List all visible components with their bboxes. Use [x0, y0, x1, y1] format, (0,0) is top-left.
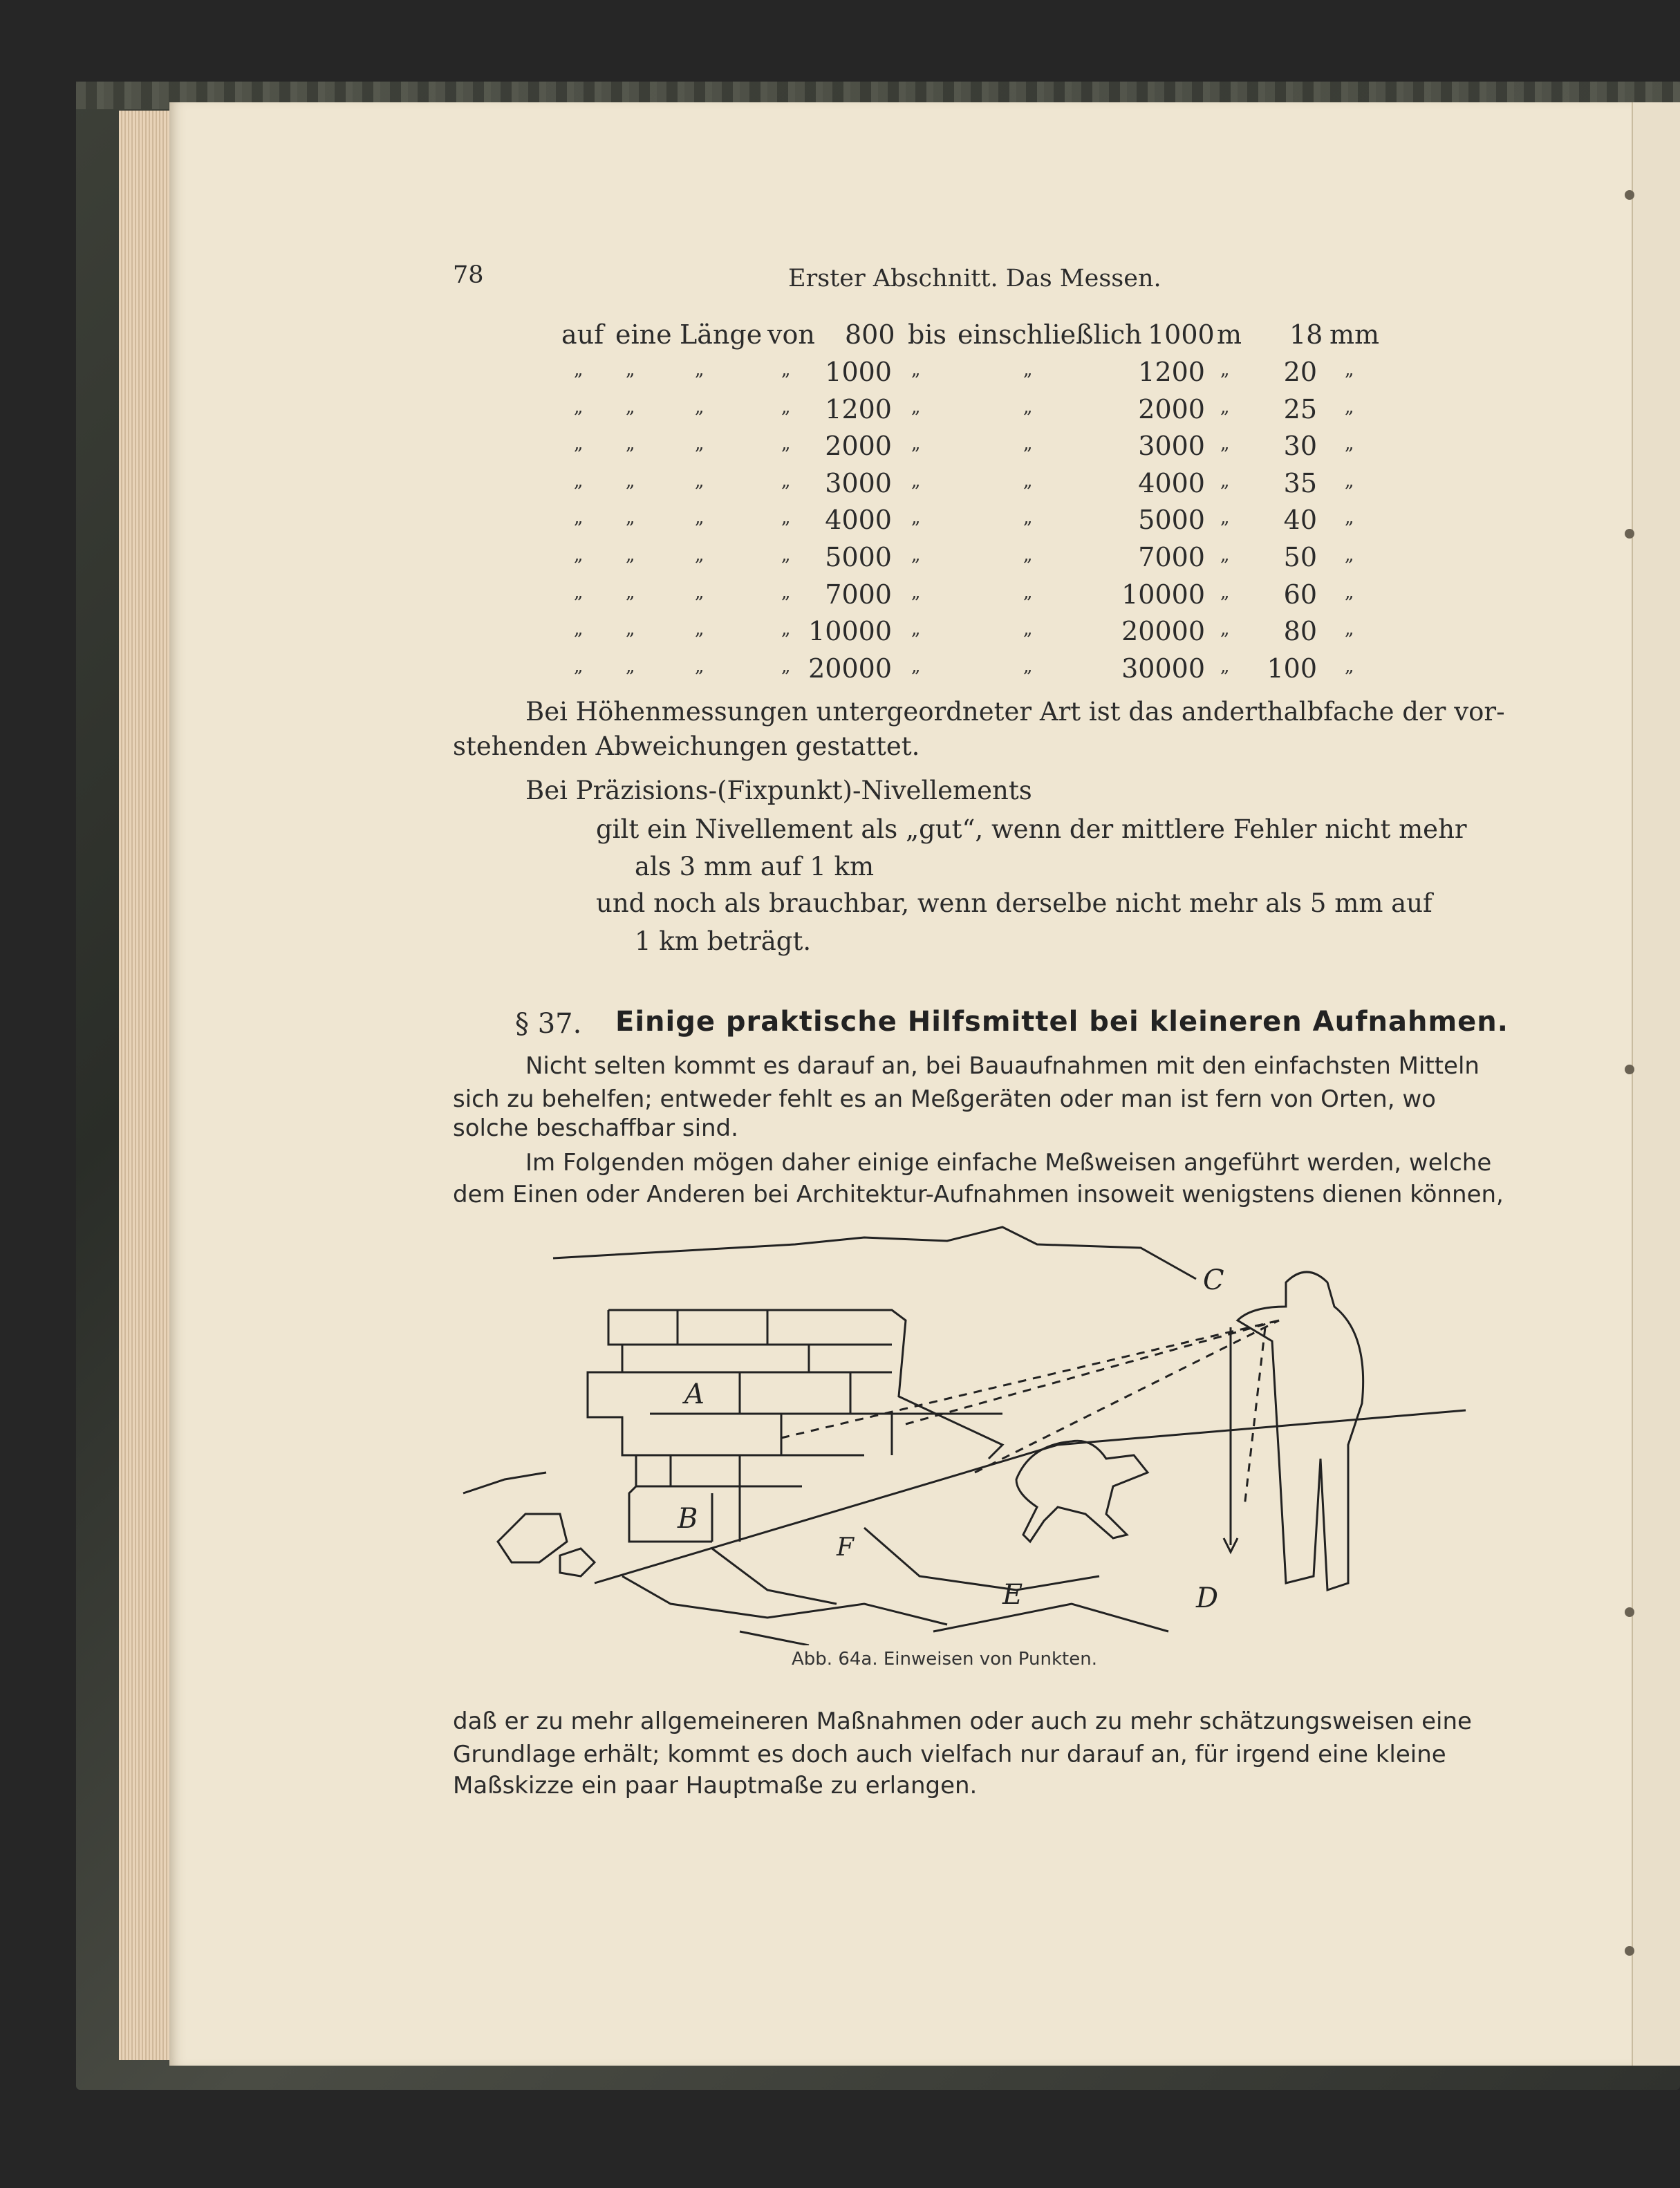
table-cell-to: 5000	[1138, 505, 1205, 535]
ditto-mark: „	[1345, 397, 1354, 418]
ditto-mark: „	[1345, 619, 1354, 639]
paragraph-line: Grundlage erhält; kommt es doch auch vielfach nur darauf an, für irgend eine kleine	[453, 1741, 1446, 1768]
ditto-mark: „	[574, 507, 584, 528]
paragraph-line: Maßskizze ein paar Hauptmaße zu erlangen.	[453, 1772, 978, 1799]
label-e: E	[1002, 1579, 1023, 1611]
paragraph-line: Bei Präzisions-(Fixpunkt)-Nivellements	[525, 776, 1032, 805]
table-cell: 18	[1289, 319, 1323, 350]
ditto-mark: „	[695, 397, 704, 418]
ditto-mark: „	[1220, 471, 1230, 492]
ditto-mark: „	[574, 397, 584, 418]
paragraph-line	[525, 697, 1505, 727]
ditto-mark: „	[574, 433, 584, 454]
table-cell: m	[1217, 319, 1242, 350]
table-cell-from: 1000	[825, 357, 892, 387]
ditto-mark: „	[1023, 433, 1033, 454]
ditto-mark: „	[781, 397, 791, 418]
table-cell-mm: 50	[1283, 542, 1317, 572]
ditto-mark: „	[1345, 359, 1354, 380]
running-title: Erster Abschnitt. Das Messen.	[788, 265, 1161, 292]
ditto-mark: „	[1220, 582, 1230, 603]
ditto-mark: „	[626, 507, 635, 528]
table-cell-mm: 25	[1283, 394, 1317, 424]
stones	[463, 1472, 595, 1576]
table-cell-to: 20000	[1121, 616, 1205, 646]
page-edges	[119, 111, 174, 2060]
table-cell-from: 20000	[808, 653, 892, 684]
paragraph-line: 1 km beträgt.	[635, 926, 812, 956]
ditto-mark: „	[1023, 507, 1033, 528]
ditto-mark: „	[695, 545, 704, 565]
ditto-mark: „	[911, 397, 921, 418]
ditto-mark: „	[1345, 507, 1354, 528]
figure-caption: Abb. 64a. Einweisen von Punkten.	[792, 1649, 1097, 1670]
ditto-mark: „	[1345, 582, 1354, 603]
table-cell: von	[767, 319, 815, 350]
ditto-mark: „	[1345, 545, 1354, 565]
label-b: B	[678, 1503, 698, 1535]
table-cell-mm: 80	[1283, 616, 1317, 646]
wall-bricks	[608, 1310, 1002, 1542]
ditto-mark: „	[1220, 359, 1230, 380]
ditto-mark: „	[911, 619, 921, 639]
binding-hole	[1625, 529, 1634, 539]
ditto-mark: „	[1345, 471, 1354, 492]
table-cell-to: 2000	[1138, 394, 1205, 424]
table-cell: 800	[845, 319, 895, 350]
ditto-mark: „	[626, 619, 635, 639]
ditto-mark: „	[1023, 656, 1033, 677]
next-page-edge	[1632, 102, 1680, 2066]
ditto-mark: „	[781, 359, 791, 380]
ditto-mark: „	[911, 507, 921, 528]
pavement	[622, 1528, 1168, 1645]
ditto-mark: „	[1023, 359, 1033, 380]
ditto-mark: „	[1023, 397, 1033, 418]
ditto-mark: „	[1220, 656, 1230, 677]
table-cell: 1000	[1148, 319, 1215, 350]
binding-hole	[1625, 1065, 1634, 1074]
ditto-mark: „	[626, 582, 635, 603]
ditto-mark: „	[626, 545, 635, 565]
table-cell: einschließlich	[958, 319, 1142, 350]
ditto-mark: „	[781, 619, 791, 639]
table-cell-to: 30000	[1121, 653, 1205, 684]
ditto-mark: „	[1345, 433, 1354, 454]
table-cell: bis	[908, 319, 946, 350]
table-cell-to: 7000	[1138, 542, 1205, 572]
label-a: A	[684, 1378, 704, 1410]
paragraph-line: und noch als brauchbar, wenn derselbe nicht mehr als 5 mm auf	[596, 888, 1432, 918]
paragraph-line: Nicht selten kommt es darauf an, bei Bauaufnahmen mit den einfachsten Mitteln	[525, 1052, 1480, 1080]
ditto-mark: „	[911, 656, 921, 677]
ditto-mark: „	[695, 656, 704, 677]
paragraph-text: Bei Höhenmessungen untergeordneter Art ist das anderthalbfache der vor-	[525, 697, 1505, 727]
table-cell-from: 1200	[825, 394, 892, 424]
horizon-line	[553, 1227, 1196, 1279]
ditto-mark: „	[626, 433, 635, 454]
ditto-mark: „	[911, 359, 921, 380]
ditto-mark: „	[911, 471, 921, 492]
ditto-mark: „	[781, 433, 791, 454]
binding-hole	[1625, 1946, 1634, 1956]
standing-man	[1238, 1272, 1363, 1590]
table-cell-from: 7000	[825, 579, 892, 610]
plumb-line	[1224, 1327, 1238, 1552]
ditto-mark: „	[1220, 619, 1230, 639]
section-number: § 37.	[515, 1008, 582, 1040]
ditto-mark: „	[626, 471, 635, 492]
table-cell-to: 4000	[1138, 468, 1205, 498]
ditto-mark: „	[574, 545, 584, 565]
ditto-mark: „	[911, 545, 921, 565]
paragraph-line: sich zu behelfen; entweder fehlt es an Meßgeräten oder man ist fern von Orten, wo	[453, 1085, 1436, 1113]
ditto-mark: „	[574, 359, 584, 380]
ditto-mark: „	[574, 656, 584, 677]
table-cell-mm: 60	[1283, 579, 1317, 610]
table-cell-mm: 20	[1283, 357, 1317, 387]
ditto-mark: „	[1023, 471, 1033, 492]
ditto-mark: „	[695, 433, 704, 454]
ditto-mark: „	[1023, 582, 1033, 603]
ditto-mark: „	[781, 471, 791, 492]
paragraph-line: daß er zu mehr allgemeineren Maßnahmen oder auch zu mehr schätzungsweisen eine	[453, 1708, 1472, 1735]
paragraph-line: dem Einen oder Anderen bei Architektur-Aufnahmen insoweit wenigstens dienen können,	[453, 1181, 1504, 1208]
ditto-mark: „	[1220, 545, 1230, 565]
binding-hole	[1625, 190, 1634, 200]
section-title: Einige praktische Hilfsmittel bei kleineren Aufnahmen.	[615, 1006, 1509, 1038]
ditto-mark: „	[1023, 545, 1033, 565]
ditto-mark: „	[781, 582, 791, 603]
ditto-mark: „	[695, 619, 704, 639]
label-f: F	[837, 1533, 854, 1562]
table-cell-to: 10000	[1121, 579, 1205, 610]
ditto-mark: „	[626, 397, 635, 418]
ditto-mark: „	[695, 507, 704, 528]
paragraph-line: solche beschaffbar sind.	[453, 1114, 738, 1142]
ditto-mark: „	[695, 471, 704, 492]
paragraph-line: stehenden Abweichungen gestattet.	[453, 731, 920, 761]
book-page	[169, 102, 1632, 2066]
table-cell-to: 1200	[1138, 357, 1205, 387]
table-cell-from: 10000	[808, 616, 892, 646]
label-c: C	[1203, 1264, 1224, 1296]
paragraph-line: gilt ein Nivellement als „gut“, wenn der mittlere Fehler nicht mehr	[596, 814, 1467, 844]
table-cell-from: 3000	[825, 468, 892, 498]
ditto-mark: „	[626, 656, 635, 677]
kneeling-man	[1016, 1441, 1148, 1542]
table-cell: Länge	[680, 319, 763, 350]
ditto-mark: „	[781, 656, 791, 677]
paragraph-line: Im Folgenden mögen daher einige einfache Meßweisen angeführt werden, welche	[525, 1149, 1492, 1177]
figure-illustration	[449, 1217, 1473, 1645]
ditto-mark: „	[574, 471, 584, 492]
table-cell: mm	[1329, 319, 1380, 350]
ditto-mark: „	[1220, 507, 1230, 528]
ditto-mark: „	[695, 359, 704, 380]
table-cell-mm: 30	[1283, 431, 1317, 461]
ditto-mark: „	[781, 545, 791, 565]
ditto-mark: „	[1023, 619, 1033, 639]
table-cell-from: 2000	[825, 431, 892, 461]
page-number: 78	[453, 261, 484, 289]
table-cell-mm: 40	[1283, 505, 1317, 535]
table-cell: auf	[561, 319, 604, 350]
paragraph-line: als 3 mm auf 1 km	[635, 852, 875, 881]
ditto-mark: „	[1220, 433, 1230, 454]
table-cell: eine	[615, 319, 672, 350]
label-d: D	[1196, 1582, 1219, 1614]
ditto-mark: „	[626, 359, 635, 380]
table-cell-mm: 100	[1267, 653, 1317, 684]
ditto-mark: „	[1345, 656, 1354, 677]
binding-hole	[1625, 1607, 1634, 1617]
table-cell-from: 5000	[825, 542, 892, 572]
table-cell-mm: 35	[1283, 468, 1317, 498]
ditto-mark: „	[574, 582, 584, 603]
ditto-mark: „	[911, 433, 921, 454]
table-cell-from: 4000	[825, 505, 892, 535]
ditto-mark: „	[574, 619, 584, 639]
ditto-mark: „	[1220, 397, 1230, 418]
ditto-mark: „	[911, 582, 921, 603]
table-cell-to: 3000	[1138, 431, 1205, 461]
ditto-mark: „	[695, 582, 704, 603]
ditto-mark: „	[781, 507, 791, 528]
